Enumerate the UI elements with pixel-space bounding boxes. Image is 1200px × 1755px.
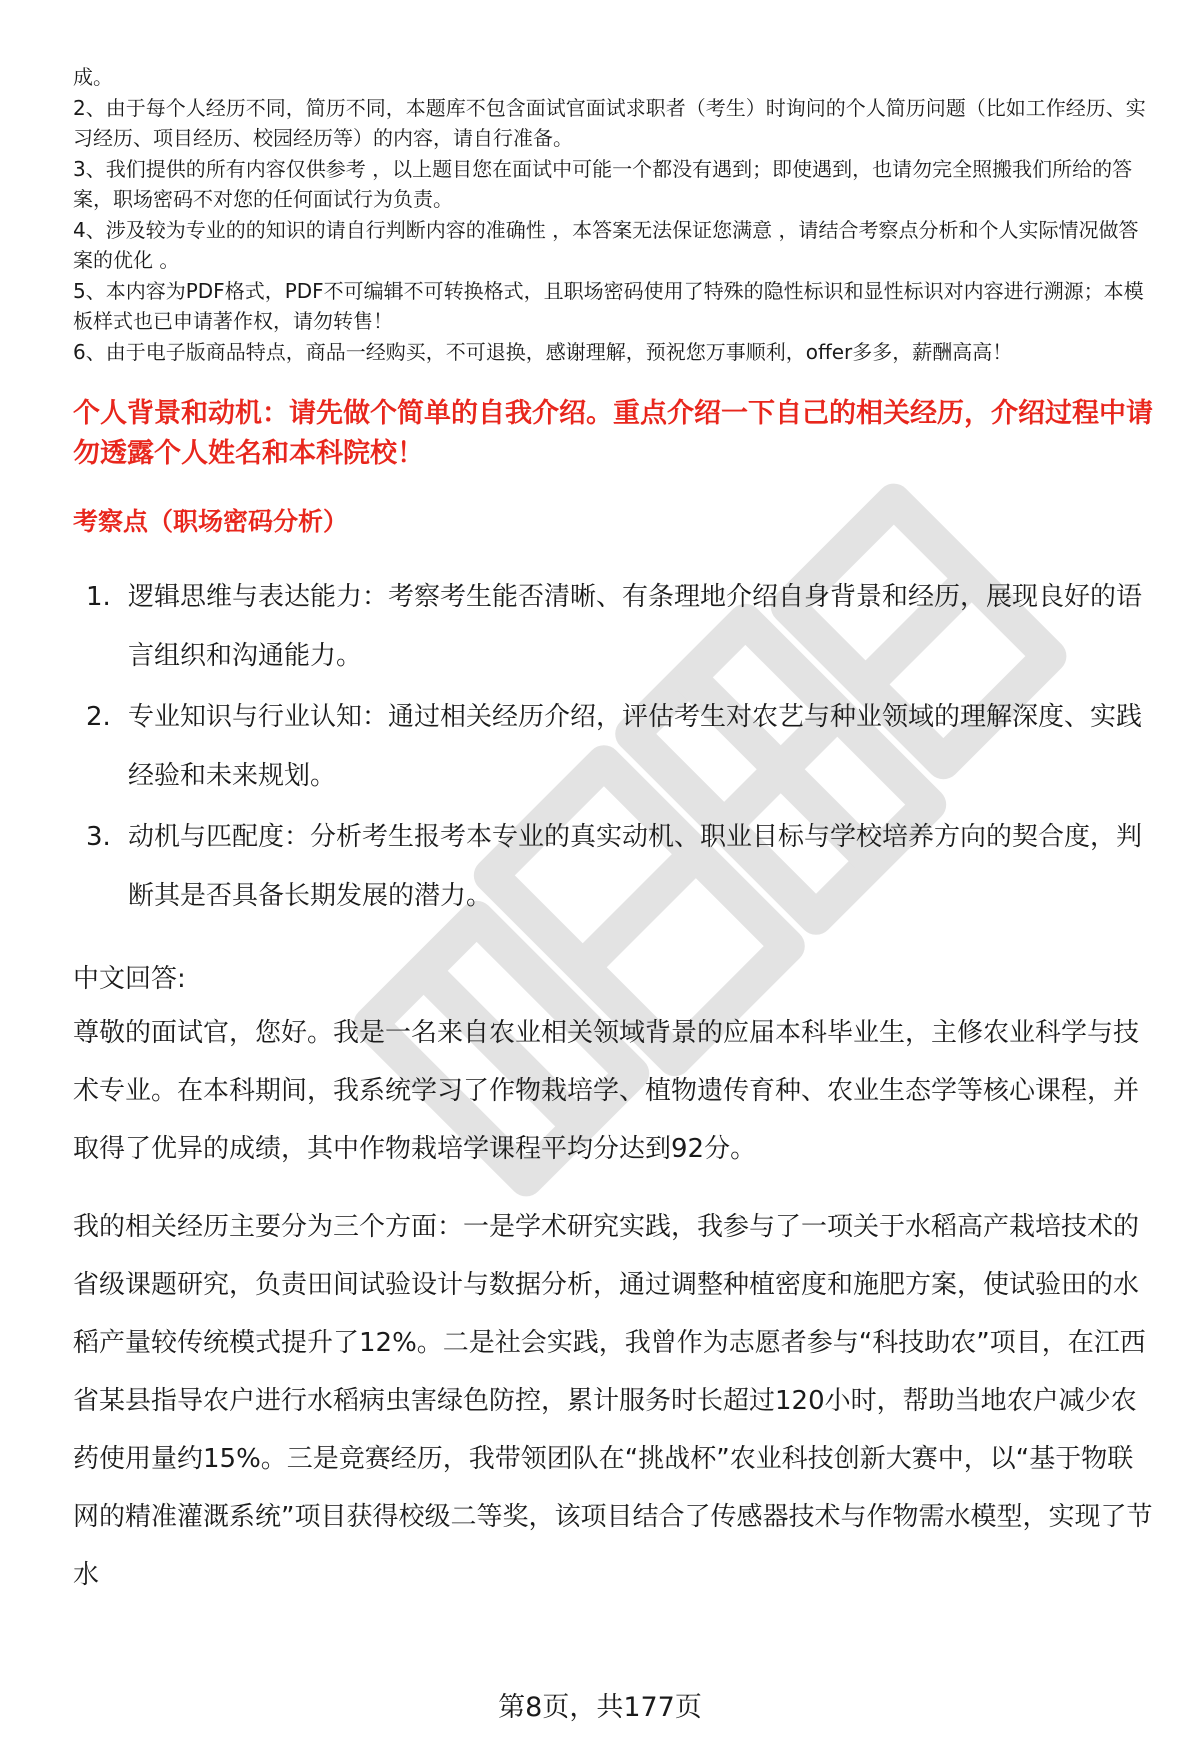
- page-number: 第8页，共177页: [498, 1692, 702, 1723]
- note-line: 5、本内容为PDF格式，PDF不可编辑不可转换格式，且职场密码使用了特殊的隐性标识和显性标识对内容进行溯源；本模板样式也已申请著作权，请勿转售！: [73, 278, 1144, 333]
- analysis-heading: 考察点（职场密码分析）: [73, 507, 349, 536]
- analysis-points-list: [73, 568, 1153, 926]
- analysis-point: [73, 568, 1153, 686]
- page-content: [73, 62, 1153, 1604]
- point-number: 1.: [86, 582, 111, 612]
- point-text: 动机与匹配度：分析考生报考本专业的真实动机、职业目标与学校培养方向的契合度，判断其是否具备长期发展的潜力。: [128, 822, 1143, 911]
- note-line: 6、由于电子版商品特点，商品一经购买，不可退换，感谢理解，预祝您万事顺利，offer多多，薪酬高高！: [73, 339, 1013, 364]
- point-number: 2.: [86, 702, 111, 732]
- note-line: 3、我们提供的所有内容仅供参考 ，以上题目您在面试中可能一个都没有遇到；即使遇到，也请勿完全照搬我们所给的答案，职场密码不对您的任何面试行为负责。: [73, 156, 1133, 211]
- answer-paragraph: 尊敬的面试官，您好。我是一名来自农业相关领域背景的应届本科毕业生，主修农业科学与技术专业。在本科期间，我系统学习了作物栽培学、植物遗传育种、农业生态学等核心课程，并取得了优异的成绩，其中作物栽培学课程平均分达到92分。: [73, 1018, 1140, 1164]
- note-line: 成。: [73, 65, 113, 89]
- point-number: 3.: [86, 822, 111, 852]
- answer-label: 中文回答:: [73, 964, 186, 994]
- analysis-point: [73, 808, 1153, 926]
- answer-paragraph: 我的相关经历主要分为三个方面：一是学术研究实践，我参与了一项关于水稻高产栽培技术的省级课题研究，负责田间试验设计与数据分析，通过调整种植密度和施肥方案，使试验田的水稻产量较传统模式提升了12%。二是社会实践，我曾作为志愿者参与“科技助农”项目，在江西省某县指导农户进行水稻病虫害绿色防控，累计服务时长超过120小时，帮助当地农户减少农药使用量约15%。三是竞赛经历，我带领团队在“挑战杯”农业科技创新大赛中，以“基于物联网的精准灌溉系统”项目获得校级二等奖，该项目结合了传感器技术与作物需水模型，实现了节水: [73, 1212, 1153, 1590]
- note-line: 4、涉及较为专业的的知识的请自行判断内容的准确性 ，本答案无法保证您满意 ，请结合考察点分析和个人实际情况做答案的优化 。: [73, 217, 1139, 272]
- question-title: 个人背景和动机：请先做个简单的自我介绍。重点介绍一下自己的相关经历，介绍过程中请勿透露个人姓名和本科院校！: [73, 398, 1153, 469]
- note-line: 2、由于每个人经历不同，简历不同，本题库不包含面试官面试求职者（考生）时询问的个人简历问题（比如工作经历、实习经历、项目经历、校园经历等）的内容，请自行准备。: [73, 95, 1146, 150]
- point-text: 逻辑思维与表达能力：考察考生能否清晰、有条理地介绍自身背景和经历，展现良好的语言组织和沟通能力。: [128, 582, 1143, 671]
- analysis-point: [73, 688, 1153, 806]
- point-text: 专业知识与行业认知：通过相关经历介绍，评估考生对农艺与种业领域的理解深度、实践经验和未来规划。: [128, 702, 1143, 791]
- notes-section: [73, 62, 1153, 367]
